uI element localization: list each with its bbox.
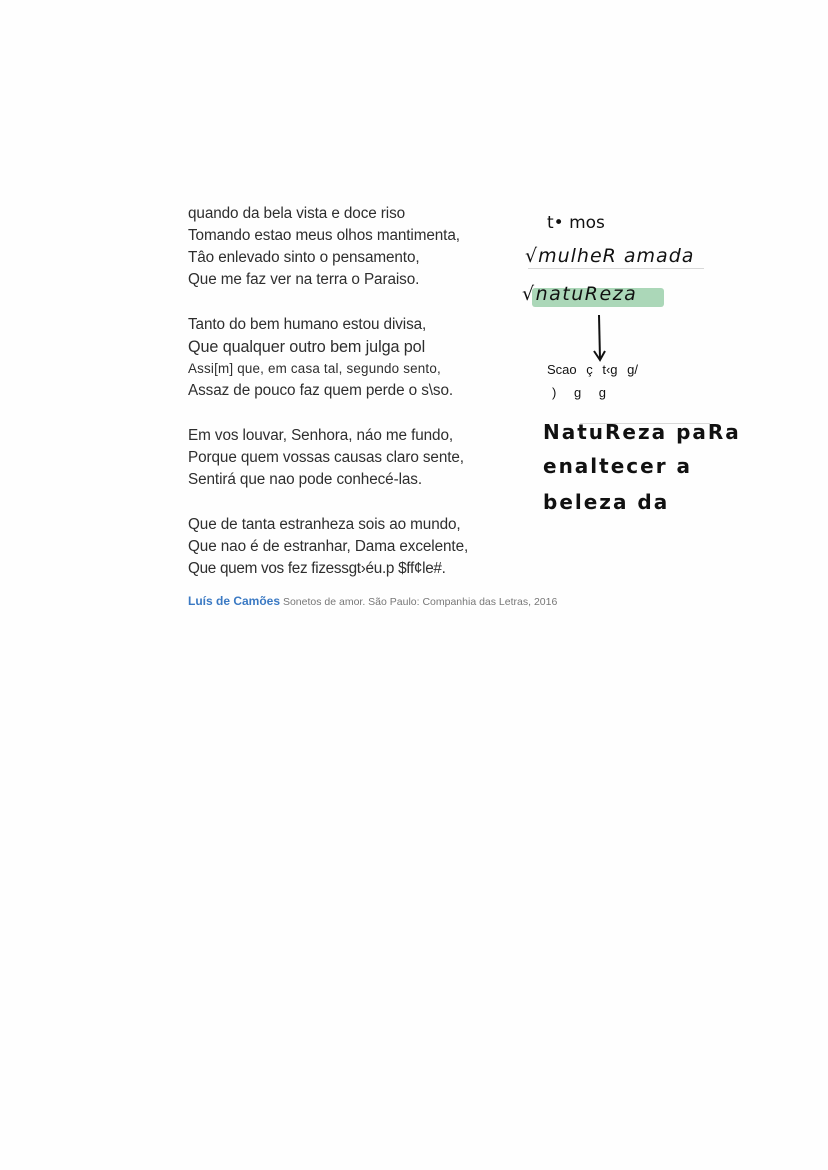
poem-line: Tanto do bem humano estou divisa, xyxy=(188,316,427,333)
poem-line: Que nao é de estranhar, Dama excelente, xyxy=(188,538,469,555)
handwritten-notes xyxy=(520,205,741,515)
poem-line: Sentirá que nao pode conhecé-las. xyxy=(188,471,422,488)
poem-line: Em vos louvar, Senhora, náo me fundo, xyxy=(188,427,454,444)
note-mulher-amada: √mulheR amada xyxy=(525,245,695,267)
stanza-2 xyxy=(188,314,453,402)
citation-source: Sonetos de amor. São Paulo: Companhia das Letras, 2016 xyxy=(282,596,558,608)
poem-line: Tâo enlevado sinto o pensamento, xyxy=(188,249,420,266)
citation xyxy=(188,594,557,608)
stanza-3 xyxy=(188,425,464,491)
poem-line: Assaz de pouco faz quem perde o s\so. xyxy=(188,382,454,399)
stanza-1 xyxy=(188,203,460,291)
down-arrow-icon xyxy=(590,313,610,363)
poem-line: Porque quem vossas causas claro sente, xyxy=(188,449,464,466)
citation-author: Luís de Camões xyxy=(188,594,281,608)
stanza-4 xyxy=(188,514,468,580)
note-temas: t• mos xyxy=(547,213,605,233)
poem-line: Que me faz ver na terra o Paraiso. xyxy=(188,271,420,288)
note-natureza: √natuReza xyxy=(522,283,638,305)
note-typed-2: ) g g xyxy=(552,385,607,400)
note-line-1: NatuReza paRa xyxy=(543,420,741,444)
note-line-2: enaltecer a xyxy=(543,454,693,478)
note-typed-1: Scao ç t‹g g/ xyxy=(547,362,638,377)
poem-line: Que de tanta estranheza sois ao mundo, xyxy=(188,516,461,533)
note-line-3: beleza da xyxy=(543,490,670,514)
poem-line: Assi[m] que, em casa tal, segundo sento, xyxy=(188,361,441,376)
poem-line: quando da bela vista e doce riso xyxy=(188,205,406,222)
poem-line: Que qualquer outro bem julga pol xyxy=(188,338,426,356)
poem-line: Que quem vos fez fizessgt›éu.p $ff¢le#. xyxy=(188,560,446,577)
ruled-line xyxy=(528,268,704,269)
poem-line: Tomando estao meus olhos mantimenta, xyxy=(188,227,460,244)
